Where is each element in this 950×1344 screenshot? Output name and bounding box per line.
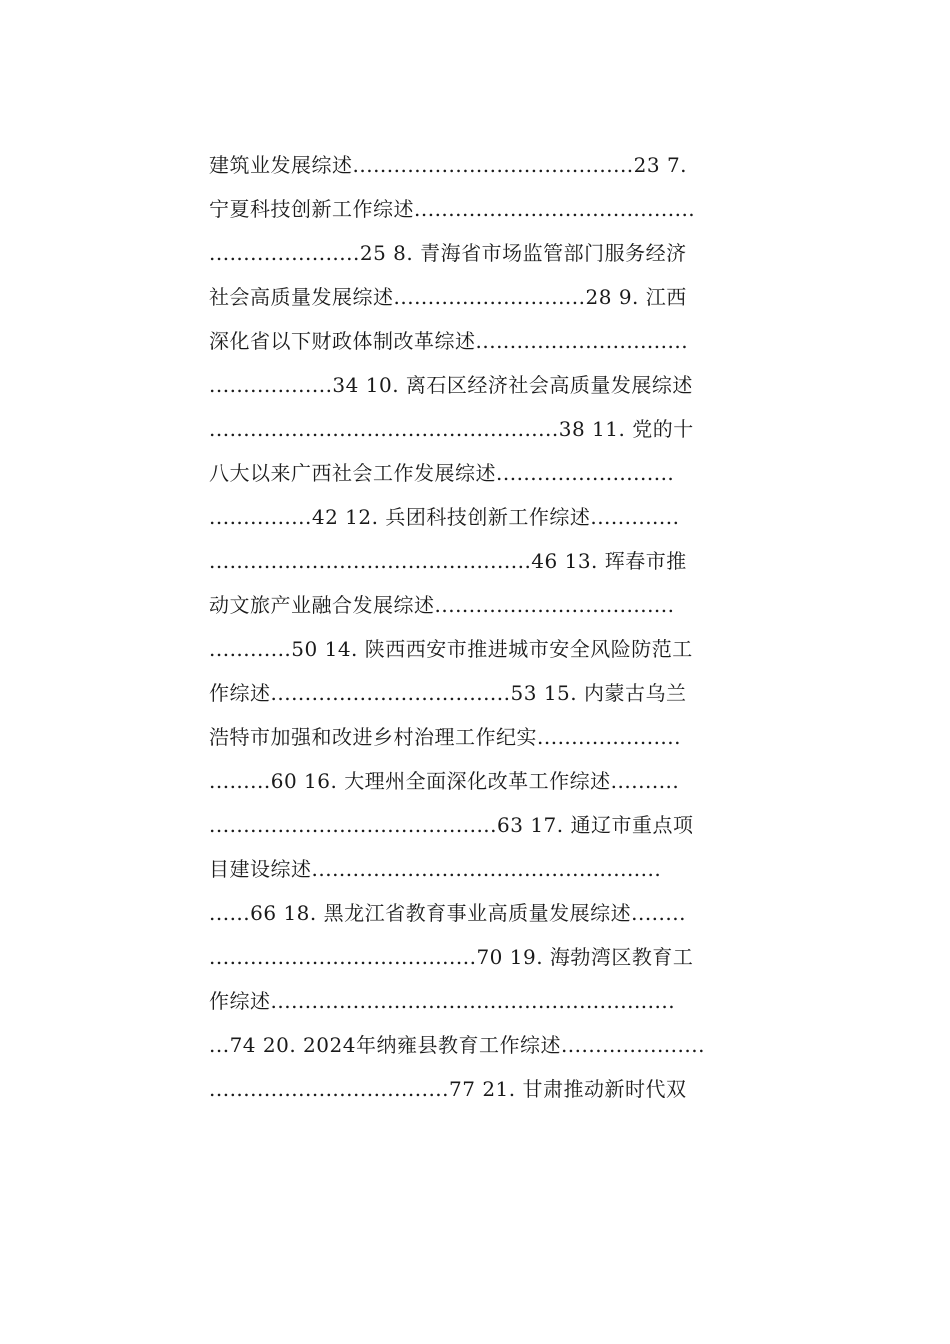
toc-line: ......66 18. 黑龙江省教育事业高质量发展综述........ xyxy=(209,901,686,925)
toc-line: 深化省以下财政体制改革综述............................... xyxy=(209,329,689,353)
toc-line: ...74 20. 2024年纳雍县教育工作综述..................... xyxy=(209,1033,705,1057)
toc-line: ...................................................38 11. 党的十 xyxy=(209,417,694,441)
toc-line: 作综述........................................................... xyxy=(209,989,676,1013)
toc-line: ......................25 8. 青海省市场监管部门服务经济 xyxy=(209,241,687,265)
toc-line: 宁夏科技创新工作综述......................................... xyxy=(209,197,696,221)
toc-line: .......................................70 19. 海勃湾区教育工 xyxy=(209,945,694,969)
toc-line: 浩特市加强和改进乡村治理工作纪实..................... xyxy=(209,725,682,749)
toc-line: ...............................................46 13. 珲春市推 xyxy=(209,549,687,573)
toc-line: ...............42 12. 兵团科技创新工作综述............. xyxy=(209,505,680,529)
toc-line: ...................................77 21. 甘肃推动新时代双 xyxy=(209,1077,687,1101)
toc-line: 目建设综述................................................... xyxy=(209,857,662,881)
toc-line: .........60 16. 大理州全面深化改革工作综述.......... xyxy=(209,769,680,793)
toc-line: ............50 14. 陕西西安市推进城市安全风险防范工 xyxy=(209,637,693,661)
table-of-contents xyxy=(209,146,749,1114)
toc-line: 动文旅产业融合发展综述................................... xyxy=(209,593,675,617)
toc-line: 八大以来广西社会工作发展综述.......................... xyxy=(209,461,675,485)
toc-line: 社会高质量发展综述............................28 9. 江西 xyxy=(209,285,687,309)
toc-line: 作综述...................................53 15. 内蒙古乌兰 xyxy=(209,681,687,705)
toc-line: 建筑业发展综述.........................................23 7. xyxy=(209,153,688,177)
toc-line: ..................34 10. 离石区经济社会高质量发展综述 xyxy=(209,373,693,397)
toc-line: ..........................................63 17. 通辽市重点项 xyxy=(209,813,694,837)
